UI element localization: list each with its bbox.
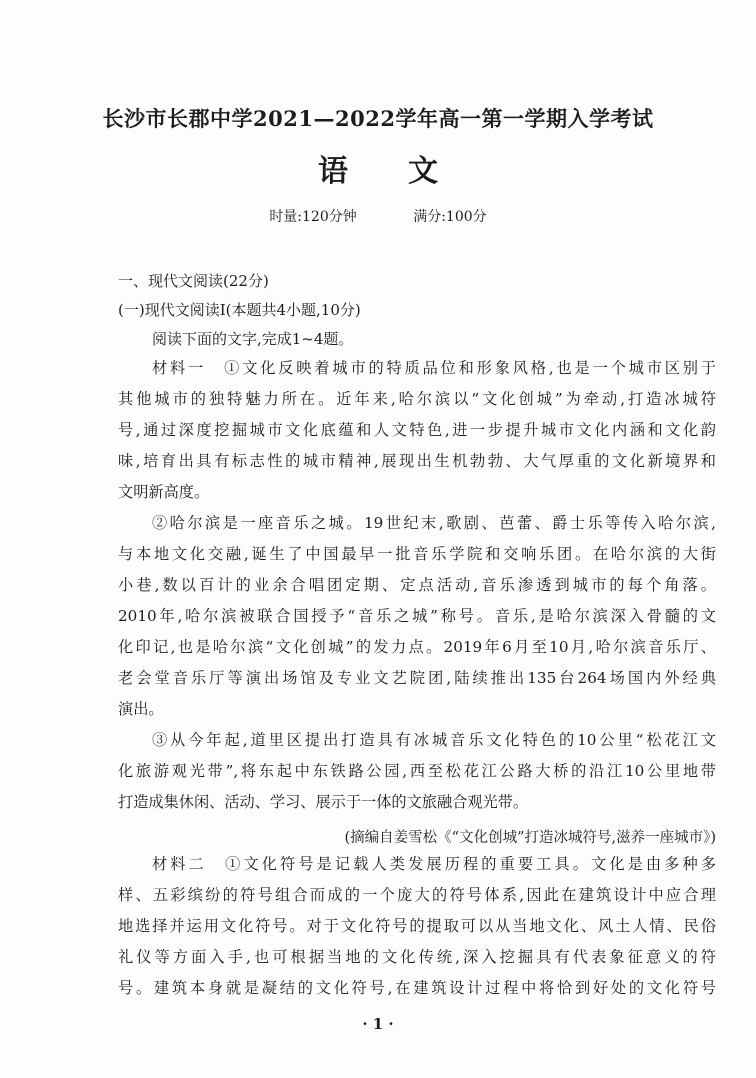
text-line: 文明新高度。 [118,483,210,501]
text-line: 2010年,哈尔滨被联合国授予“音乐之城”称号。音乐,是哈尔滨深入骨髓的文 [118,607,716,625]
text-line: 样、五彩缤纷的符号组合而成的一个庞大的符号体系,因此在建筑设计中应合理 [118,886,716,904]
source-citation: (摘编自姜雪松《“文化创城”打造冰城符号,滋养一座城市》) [344,830,716,846]
subsection-heading: (一)现代文阅读Ⅰ(本题共4小题,10分) [118,301,361,319]
text-line: 小巷,数以百计的业余合唱团定期、定点活动,音乐渗透到城市的每个角落。 [118,576,716,594]
text-line: 演出。 [118,700,164,718]
exam-meta [0,206,756,226]
text-line: 打造成集休闲、活动、学习、展示于一体的文旅融合观光带。 [118,793,529,811]
text-line: 地选择并运用文化符号。对于文化符号的提取可以从当地文化、风土人情、民俗 [118,917,716,935]
text-line: 材料二 ①文化符号是记载人类发展历程的重要工具。文化是由多种多 [152,855,716,873]
text-line: 味,培育出具有标志性的城市精神,展现出生机勃勃、大气厚重的文化新境界和 [118,452,716,470]
text-line: 化印记,也是哈尔滨“文化创城”的发力点。2019年6月至10月,哈尔滨音乐厅、 [118,638,716,656]
text-line: 老会堂音乐厅等演出场馆及专业文艺院团,陆续推出135台264场国内外经典 [118,669,716,687]
reading-instruction: 阅读下面的文字,完成1~4题。 [152,330,354,348]
text-line: 与本地文化交融,诞生了中国最早一批音乐学院和交响乐团。在哈尔滨的大街 [118,545,716,563]
text-line: 号。建筑本身就是凝结的文化符号,在建筑设计过程中将恰到好处的文化符号 [118,979,716,997]
text-line: 其他城市的独特魅力所在。近年来,哈尔滨以“文化创城”为牵动,打造冰城符 [118,390,716,408]
text-line: 礼仪等方面入手,也可根据当地的文化传统,深入挖掘具有代表象征意义的符 [118,948,716,966]
full-score: 满分:100分 [413,209,487,225]
text-line: 化旅游观光带”,将东起中东铁路公园,西至松花江公路大桥的沿江10公里地带 [118,762,716,780]
text-line: ③从今年起,道里区提出打造具有冰城音乐文化特色的10公里“松花江文 [152,731,716,749]
text-line: 材料一 ①文化反映着城市的特质品位和形象风格,也是一个城市区别于 [152,359,716,377]
text-line: 号,通过深度挖掘城市文化底蕴和人文特色,进一步提升城市文化内涵和文化韵 [118,421,716,439]
exam-title: 长沙市长郡中学2021—2022学年高一第一学期入学考试 [102,106,654,131]
text-line: ②哈尔滨是一座音乐之城。19世纪末,歌剧、芭蕾、爵士乐等传入哈尔滨, [152,514,716,532]
subject-title: 语文 [318,154,498,189]
time-limit: 时量:120分钟 [269,209,357,225]
page-number: · 1 · [362,1015,394,1033]
section-heading: 一、现代文阅读(22分) [118,272,269,290]
